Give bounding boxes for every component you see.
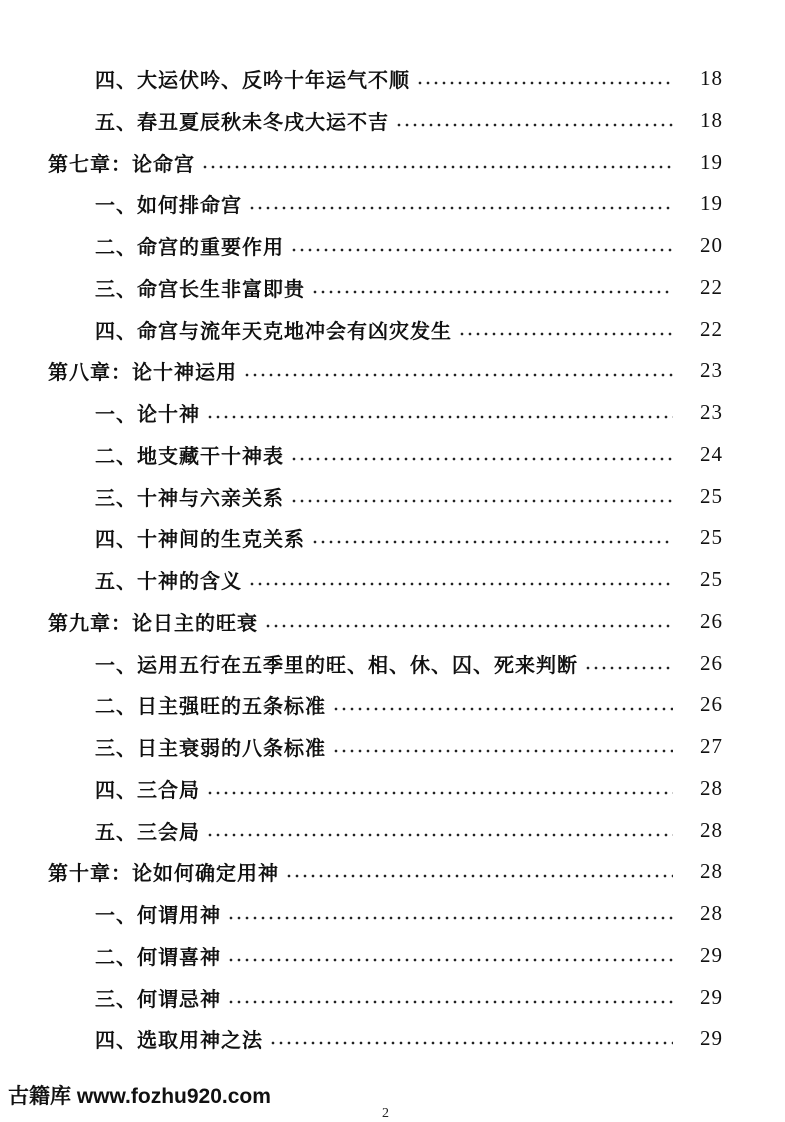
toc-entry-title: 五、十神的含义 (95, 568, 242, 593)
dot-leader (290, 457, 673, 461)
toc-section-entry (0, 105, 785, 135)
toc-entry-page: 28 (700, 900, 723, 925)
toc-entry-page: 27 (700, 733, 723, 758)
dot-leader (201, 165, 673, 169)
toc-entry-page: 23 (700, 357, 723, 382)
toc-section-entry (0, 481, 785, 511)
dot-leader (248, 206, 673, 210)
toc-section-entry (0, 898, 785, 928)
toc-entry-page: 26 (700, 650, 723, 675)
dot-leader (227, 916, 673, 920)
dot-leader (584, 666, 673, 670)
toc-entry-page: 28 (700, 775, 723, 800)
toc-entry-title: 四、十神间的生克关系 (95, 526, 305, 551)
toc-entry-page: 28 (700, 817, 723, 842)
toc-entry-page: 25 (700, 524, 723, 549)
dot-leader (311, 540, 673, 544)
dot-leader (332, 749, 673, 753)
toc-section-entry (0, 314, 785, 344)
toc-entry-title: 第八章：论十神运用 (48, 359, 237, 384)
toc-entry-title: 一、如何排命宫 (95, 192, 242, 217)
toc-entry-title: 三、何谓忌神 (95, 986, 221, 1011)
toc-chapter-entry (0, 147, 785, 177)
toc-section-entry (0, 1023, 785, 1053)
toc-entry-page: 20 (700, 232, 723, 257)
dot-leader (458, 332, 673, 336)
toc-entry-title: 二、命宫的重要作用 (95, 234, 284, 259)
toc-entry-page: 26 (700, 608, 723, 633)
toc-entry-page: 23 (700, 399, 723, 424)
toc-section-entry (0, 397, 785, 427)
toc-section-entry (0, 272, 785, 302)
toc-entry-page: 25 (700, 566, 723, 591)
toc-chapter-entry (0, 606, 785, 636)
toc-section-entry (0, 815, 785, 845)
dot-leader (206, 833, 673, 837)
toc-section-entry (0, 731, 785, 761)
toc-section-entry (0, 522, 785, 552)
toc-entry-title: 二、日主强旺的五条标准 (95, 693, 326, 718)
toc-entry-page: 25 (700, 483, 723, 508)
toc-section-entry (0, 773, 785, 803)
toc-entry-title: 第九章：论日主的旺衰 (48, 610, 258, 635)
dot-leader (285, 874, 673, 878)
toc-entry-title: 三、十神与六亲关系 (95, 485, 284, 510)
toc-entry-title: 第十章：论如何确定用神 (48, 860, 279, 885)
dot-leader (416, 81, 673, 85)
toc-entry-page: 18 (700, 65, 723, 90)
dot-leader (227, 1000, 673, 1004)
toc-entry-page: 29 (700, 984, 723, 1009)
dot-leader (290, 248, 673, 252)
toc-entry-title: 三、命宫长生非富即贵 (95, 276, 305, 301)
toc-entry-page: 19 (700, 149, 723, 174)
toc-entry-page: 29 (700, 1025, 723, 1050)
toc-section-entry (0, 940, 785, 970)
toc-entry-page: 19 (700, 190, 723, 215)
toc-section-entry (0, 230, 785, 260)
toc-entry-title: 一、论十神 (95, 401, 200, 426)
toc-entry-page: 28 (700, 858, 723, 883)
toc-chapter-entry (0, 355, 785, 385)
dot-leader (243, 373, 673, 377)
page-number: 2 (382, 1106, 389, 1121)
toc-section-entry (0, 564, 785, 594)
toc-entry-title: 一、何谓用神 (95, 902, 221, 927)
toc-entry-title: 五、三会局 (95, 819, 200, 844)
toc-entry-page: 18 (700, 107, 723, 132)
toc-entry-title: 三、日主衰弱的八条标准 (95, 735, 326, 760)
toc-section-entry (0, 63, 785, 93)
toc-section-entry (0, 188, 785, 218)
site-watermark: 古籍库 www.fozhu920.com (8, 1085, 271, 1108)
toc-section-entry (0, 648, 785, 678)
dot-leader (290, 499, 673, 503)
toc-entry-page: 29 (700, 942, 723, 967)
toc-entry-page: 22 (700, 316, 723, 341)
dot-leader (248, 582, 673, 586)
dot-leader (395, 123, 673, 127)
toc-chapter-entry (0, 856, 785, 886)
toc-entry-title: 四、命宫与流年天克地冲会有凶灾发生 (95, 318, 452, 343)
toc-section-entry (0, 982, 785, 1012)
toc-section-entry (0, 439, 785, 469)
toc-entry-title: 四、三合局 (95, 777, 200, 802)
toc-entry-title: 一、运用五行在五季里的旺、相、休、囚、死来判断 (95, 652, 578, 677)
dot-leader (227, 958, 673, 962)
dot-leader (332, 707, 673, 711)
toc-entry-title: 二、何谓喜神 (95, 944, 221, 969)
dot-leader (206, 415, 673, 419)
dot-leader (311, 290, 673, 294)
dot-leader (206, 791, 673, 795)
toc-entry-page: 22 (700, 274, 723, 299)
dot-leader (264, 624, 673, 628)
toc-entry-title: 四、大运伏吟、反吟十年运气不顺 (95, 67, 410, 92)
toc-entry-page: 24 (700, 441, 723, 466)
toc-section-entry (0, 689, 785, 719)
toc-entry-title: 四、选取用神之法 (95, 1027, 263, 1052)
toc-entry-title: 第七章：论命宫 (48, 151, 195, 176)
dot-leader (269, 1041, 673, 1045)
toc-entry-page: 26 (700, 691, 723, 716)
toc-entry-title: 二、地支藏干十神表 (95, 443, 284, 468)
toc-entry-title: 五、春丑夏辰秋未冬戌大运不吉 (95, 109, 389, 134)
